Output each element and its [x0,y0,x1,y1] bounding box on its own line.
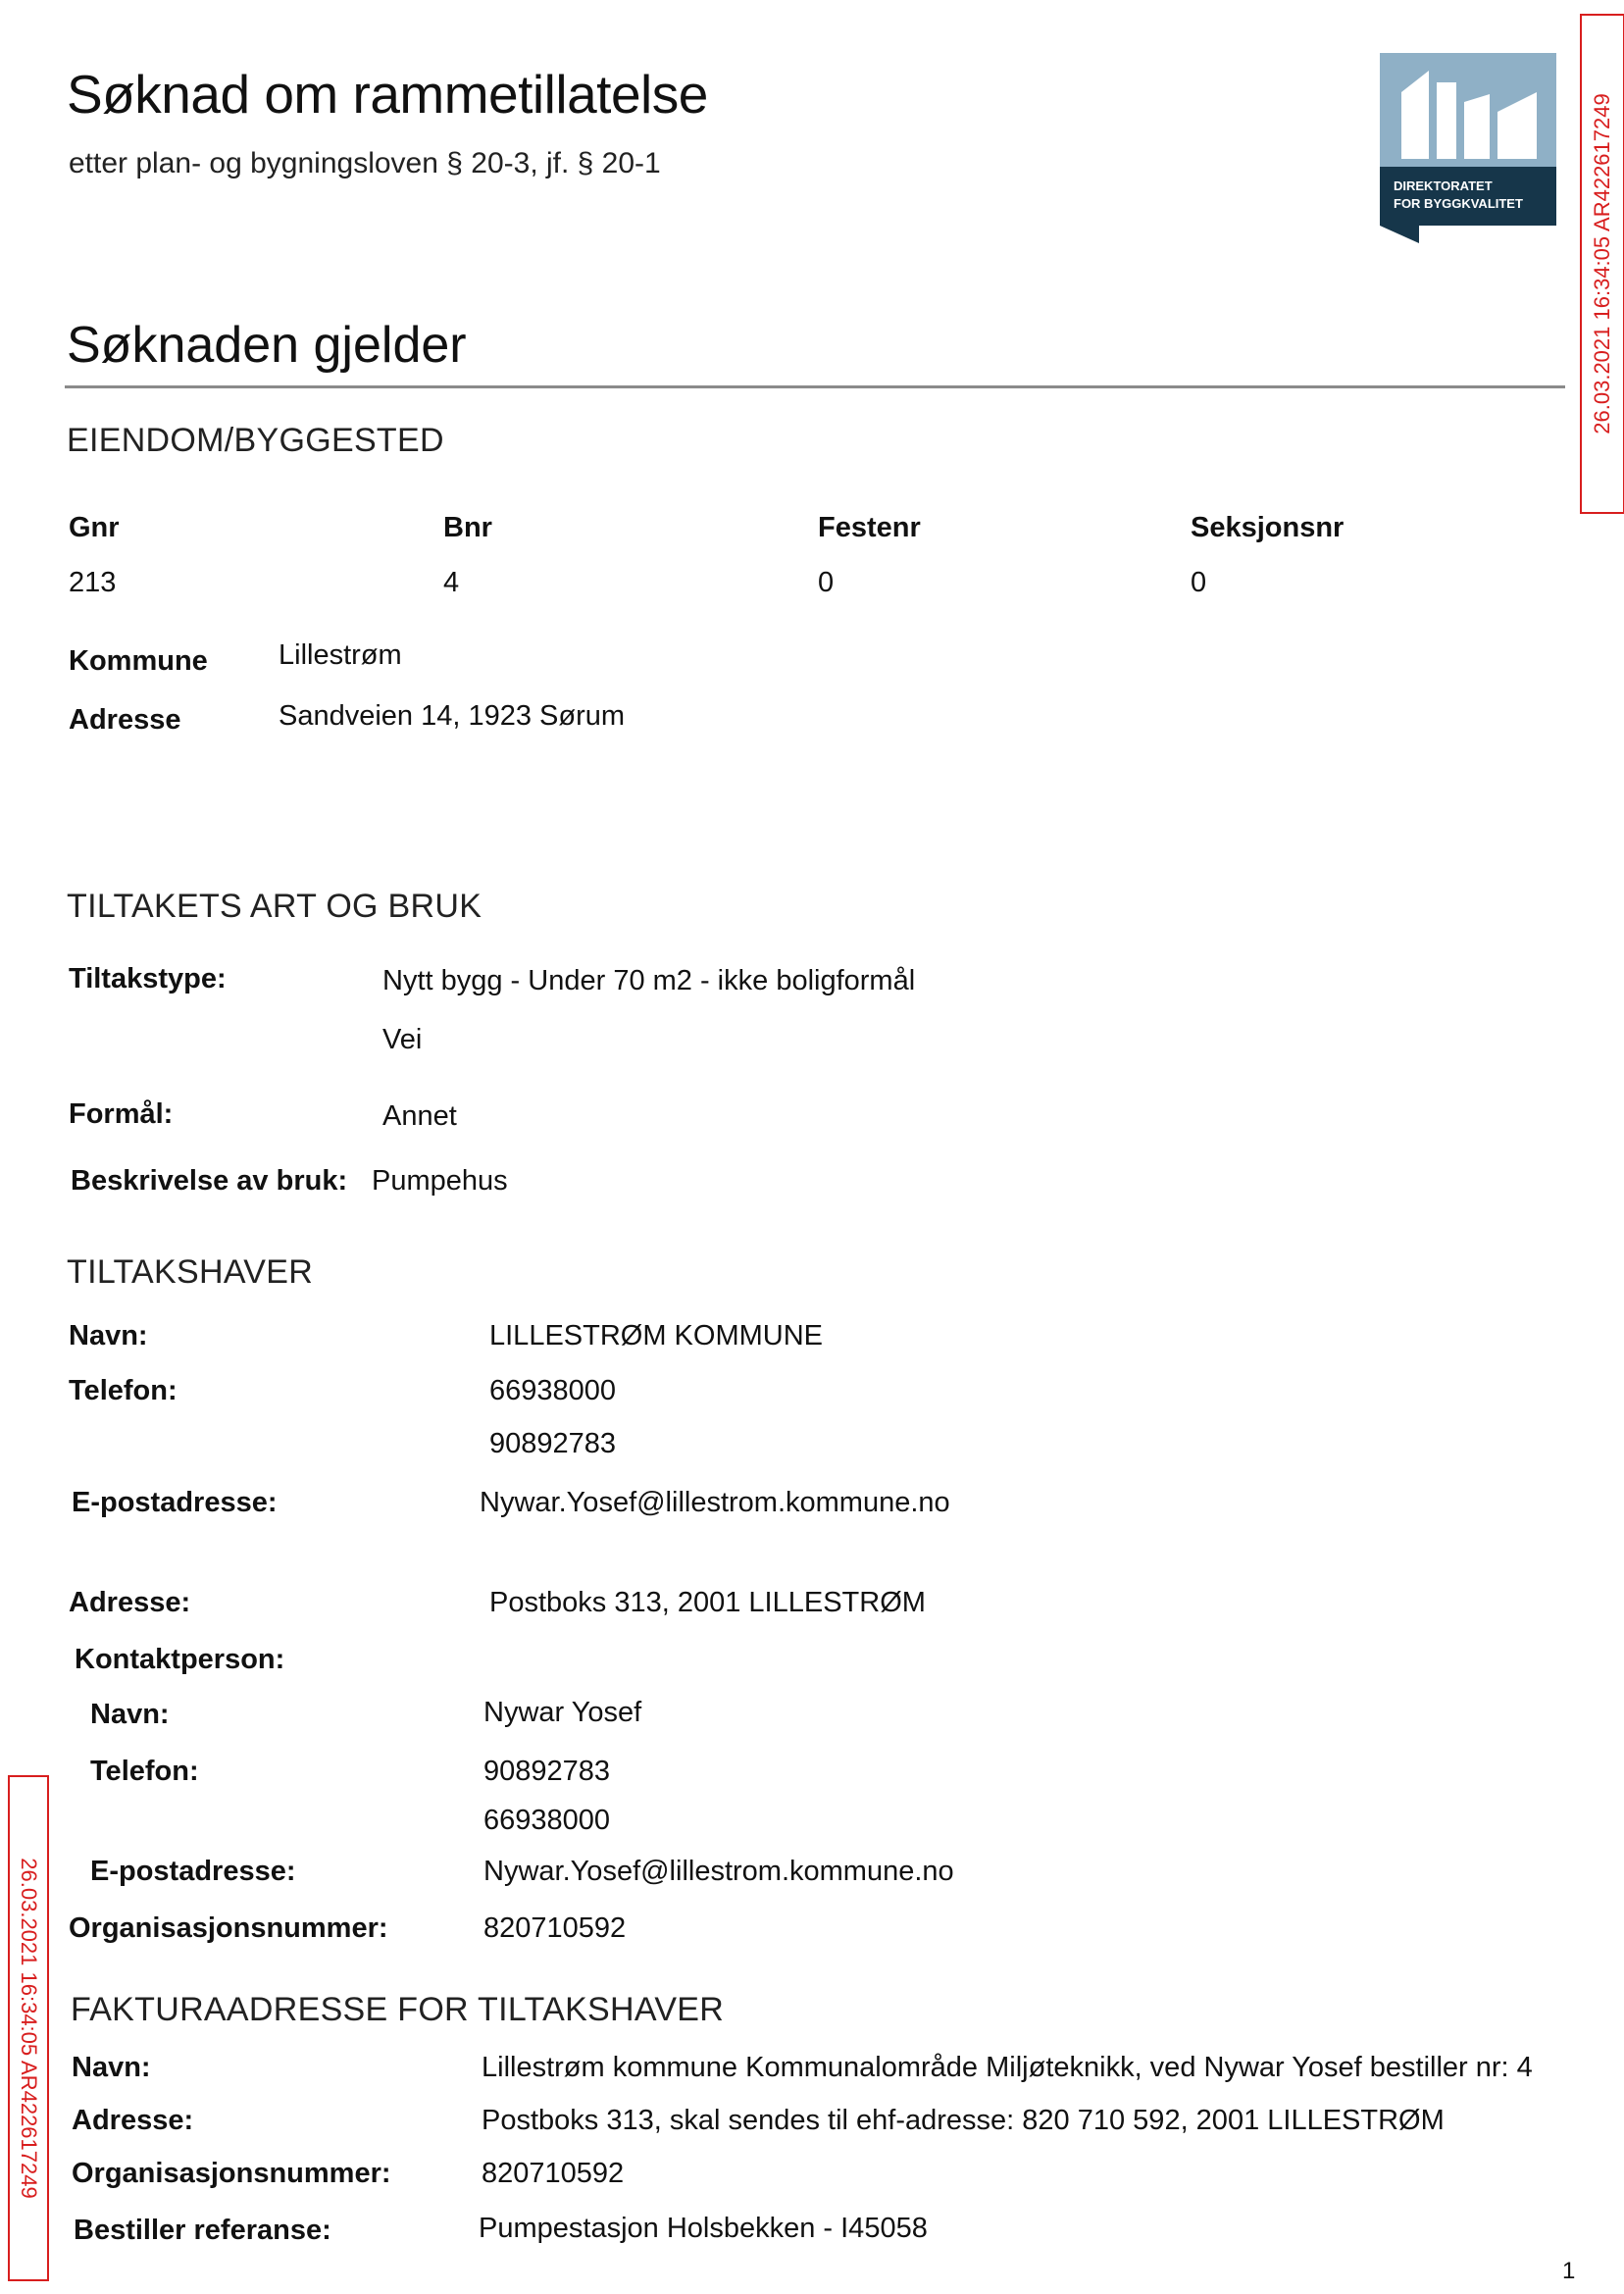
gnr-label: Gnr [69,512,120,543]
faktura-adresse-value: Postboks 313, skal sendes til ehf-adresse: 820 710 592, 2001 LILLESTRØM [482,2105,1445,2136]
kontakt-epost-value: Nywar.Yosef@lillestrom.kommune.no [483,1856,954,1887]
tiltakshaver-telefon-value-1: 66938000 [489,1375,617,1406]
festenr-value: 0 [818,567,835,598]
stamp-text: 26.03.2021 16:34:05 AR422617249 [17,1858,41,2199]
eiendom-heading: EIENDOM/BYGGESTED [67,422,444,459]
faktura-navn-label: Navn: [72,2052,151,2083]
tiltakshaver-epost-value: Nywar.Yosef@lillestrom.kommune.no [480,1487,950,1518]
kontakt-telefon-value-1: 90892783 [483,1756,611,1787]
adresse-value: Sandveien 14, 1923 Sørum [279,700,626,732]
tiltakshaver-navn-label: Navn: [69,1320,148,1351]
section-divider [65,385,1565,388]
festenr-label: Festenr [818,512,921,543]
adresse-label: Adresse [69,704,181,736]
kontakt-epost-label: E-postadresse: [90,1856,296,1887]
logo-text-line2: FOR BYGGKVALITET [1394,196,1523,211]
document-title: Søknad om rammetillatelse [67,64,708,125]
bruk-value: Pumpehus [372,1165,508,1197]
faktura-orgnr-value: 820710592 [482,2158,625,2189]
kontakt-telefon-label: Telefon: [90,1756,199,1787]
timestamp-stamp-bottom [8,1775,49,2281]
seksjonsnr-value: 0 [1191,567,1207,598]
orgnr-value: 820710592 [483,1912,627,1944]
tiltakstype-label: Tiltakstype: [69,963,227,994]
kontakt-navn-label: Navn: [90,1699,170,1730]
faktura-navn-value: Lillestrøm kommune Kommunalområde Miljøteknikk, ved Nywar Yosef bestiller nr: 4 [482,2052,1533,2083]
tiltakshaver-telefon-label: Telefon: [69,1375,178,1406]
formal-value: Annet [382,1100,457,1132]
stamp-text: 26.03.2021 16:34:05 AR422617249 [1590,93,1614,434]
tiltakshaver-epost-label: E-postadresse: [72,1487,278,1518]
kommune-label: Kommune [69,645,208,677]
bruk-label: Beskrivelse av bruk: [71,1165,348,1197]
seksjonsnr-label: Seksjonsnr [1191,512,1345,543]
bnr-value: 4 [443,567,460,598]
tiltakshaver-heading: TILTAKSHAVER [67,1253,314,1291]
bnr-label: Bnr [443,512,492,543]
kontakt-telefon-value-2: 66938000 [483,1805,611,1836]
page-number: 1 [1562,2258,1576,2284]
bestiller-referanse-value: Pumpestasjon Holsbekken - I45058 [479,2213,928,2244]
gnr-value: 213 [69,567,117,598]
kommune-value: Lillestrøm [279,639,402,671]
dibk-logo-mark [1380,53,1556,245]
tiltak-heading: TILTAKETS ART OG BRUK [67,888,482,925]
document-subtitle: etter plan- og bygningsloven § 20-3, jf. § 20-1 [69,147,661,179]
bestiller-referanse-label: Bestiller referanse: [74,2215,331,2246]
faktura-heading: FAKTURAADRESSE FOR TILTAKSHAVER [71,1991,725,2028]
kontakt-navn-value: Nywar Yosef [483,1697,642,1728]
orgnr-label: Organisasjonsnummer: [69,1912,388,1944]
tiltakstype-value-1: Nytt bygg - Under 70 m2 - ikke boligformål [382,965,916,996]
faktura-adresse-label: Adresse: [72,2105,194,2136]
faktura-orgnr-label: Organisasjonsnummer: [72,2158,391,2189]
tiltakshaver-navn-value: LILLESTRØM KOMMUNE [489,1320,823,1351]
tiltakstype-value-2: Vei [382,1024,423,1055]
logo-text-line1: DIREKTORATET [1394,178,1493,193]
tiltakshaver-adresse-value: Postboks 313, 2001 LILLESTRØM [489,1587,926,1618]
timestamp-stamp-top [1580,14,1624,514]
section-title: Søknaden gjelder [67,317,467,374]
tiltakshaver-telefon-value-2: 90892783 [489,1428,617,1459]
kontaktperson-label: Kontaktperson: [75,1644,285,1675]
formal-label: Formål: [69,1098,174,1130]
tiltakshaver-adresse-label: Adresse: [69,1587,191,1618]
dibk-logo [1380,53,1556,245]
